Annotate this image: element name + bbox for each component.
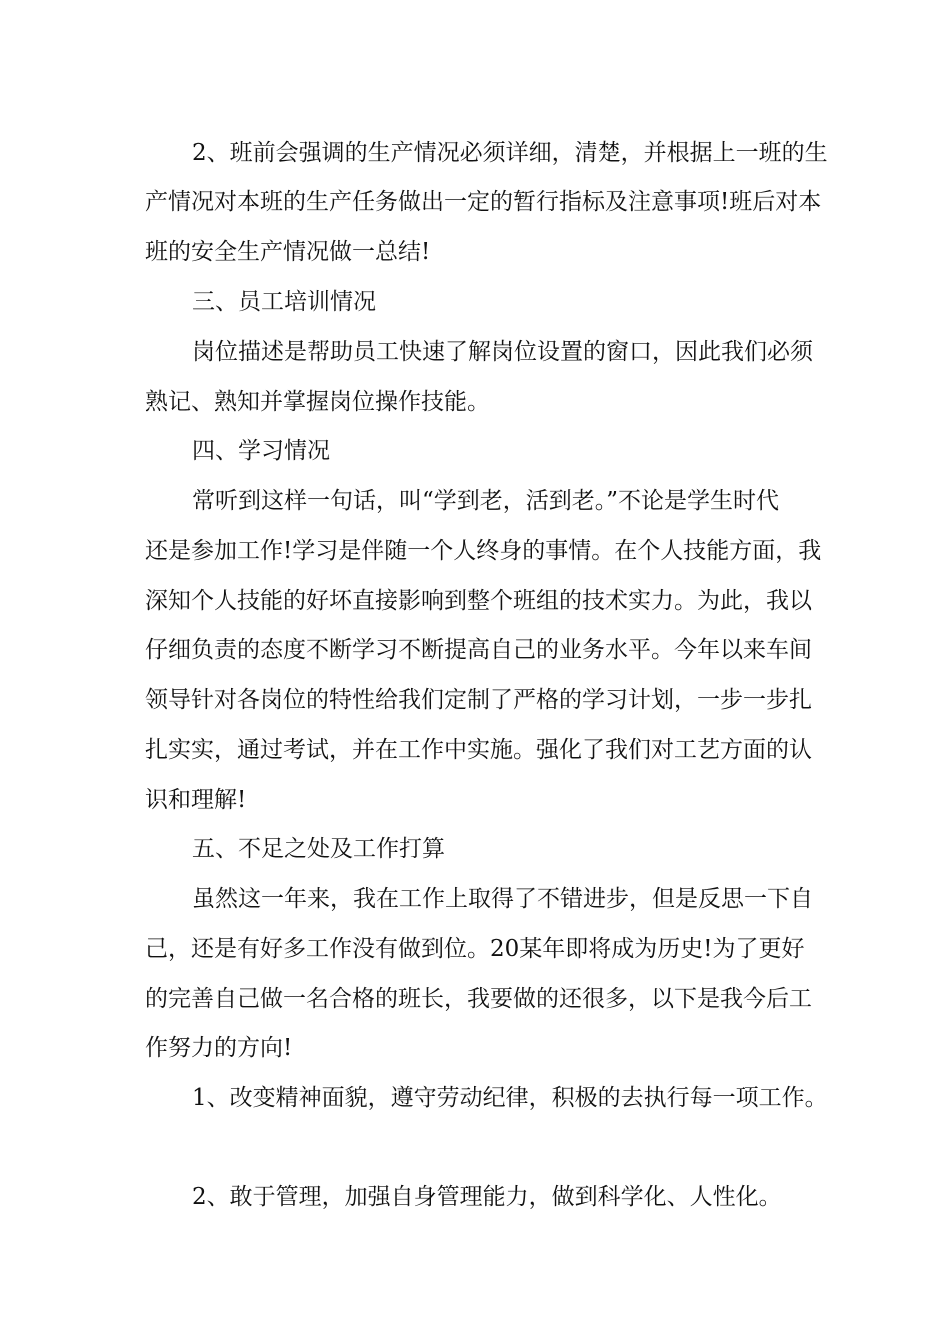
paragraph-line: 岗位描述是帮助员工快速了解岗位设置的窗口，因此我们必须 xyxy=(192,339,813,365)
section-heading: 五、不足之处及工作打算 xyxy=(192,836,445,862)
paragraph-line: 熟记、熟知并掌握岗位操作技能。 xyxy=(145,389,490,415)
paragraph-line: 领导针对各岗位的特性给我们定制了严格的学习计划，一步一步扎 xyxy=(145,687,812,713)
paragraph-line: 还是参加工作!学习是伴随一个人终身的事情。在个人技能方面，我 xyxy=(145,538,822,564)
paragraph-line: 的完善自己做一名合格的班长，我要做的还很多，以下是我今后工 xyxy=(145,986,812,1012)
paragraph-line: 2、班前会强调的生产情况必须详细，清楚，并根据上一班的生 xyxy=(192,140,828,166)
section-heading: 四、学习情况 xyxy=(192,438,330,464)
paragraph-line: 识和理解! xyxy=(145,787,247,813)
paragraph-line: 作努力的方向! xyxy=(145,1035,293,1061)
section-heading: 三、员工培训情况 xyxy=(192,289,376,315)
list-item: 1、改变精神面貌，遵守劳动纪律，积极的去执行每一项工作。 xyxy=(192,1085,828,1111)
paragraph-line: 己，还是有好多工作没有做到位。20某年即将成为历史!为了更好 xyxy=(145,936,805,962)
paragraph-line: 扎实实，通过考试，并在工作中实施。强化了我们对工艺方面的认 xyxy=(145,737,812,763)
paragraph-line: 产情况对本班的生产任务做出一定的暂行指标及注意事项!班后对本 xyxy=(145,189,822,215)
paragraph-line: 仔细负责的态度不断学习不断提高自己的业务水平。今年以来车间 xyxy=(145,637,812,663)
paragraph-line: 常听到这样一句话，叫“学到老，活到老。”不论是学生时代 xyxy=(192,488,780,514)
list-item: 2、敢于管理，加强自身管理能力，做到科学化、人性化。 xyxy=(192,1184,782,1210)
paragraph-line: 虽然这一年来，我在工作上取得了不错进步，但是反思一下自 xyxy=(192,886,813,912)
paragraph-line: 深知个人技能的好坏直接影响到整个班组的技术实力。为此，我以 xyxy=(145,588,812,614)
paragraph-line: 班的安全生产情况做一总结! xyxy=(145,239,431,265)
